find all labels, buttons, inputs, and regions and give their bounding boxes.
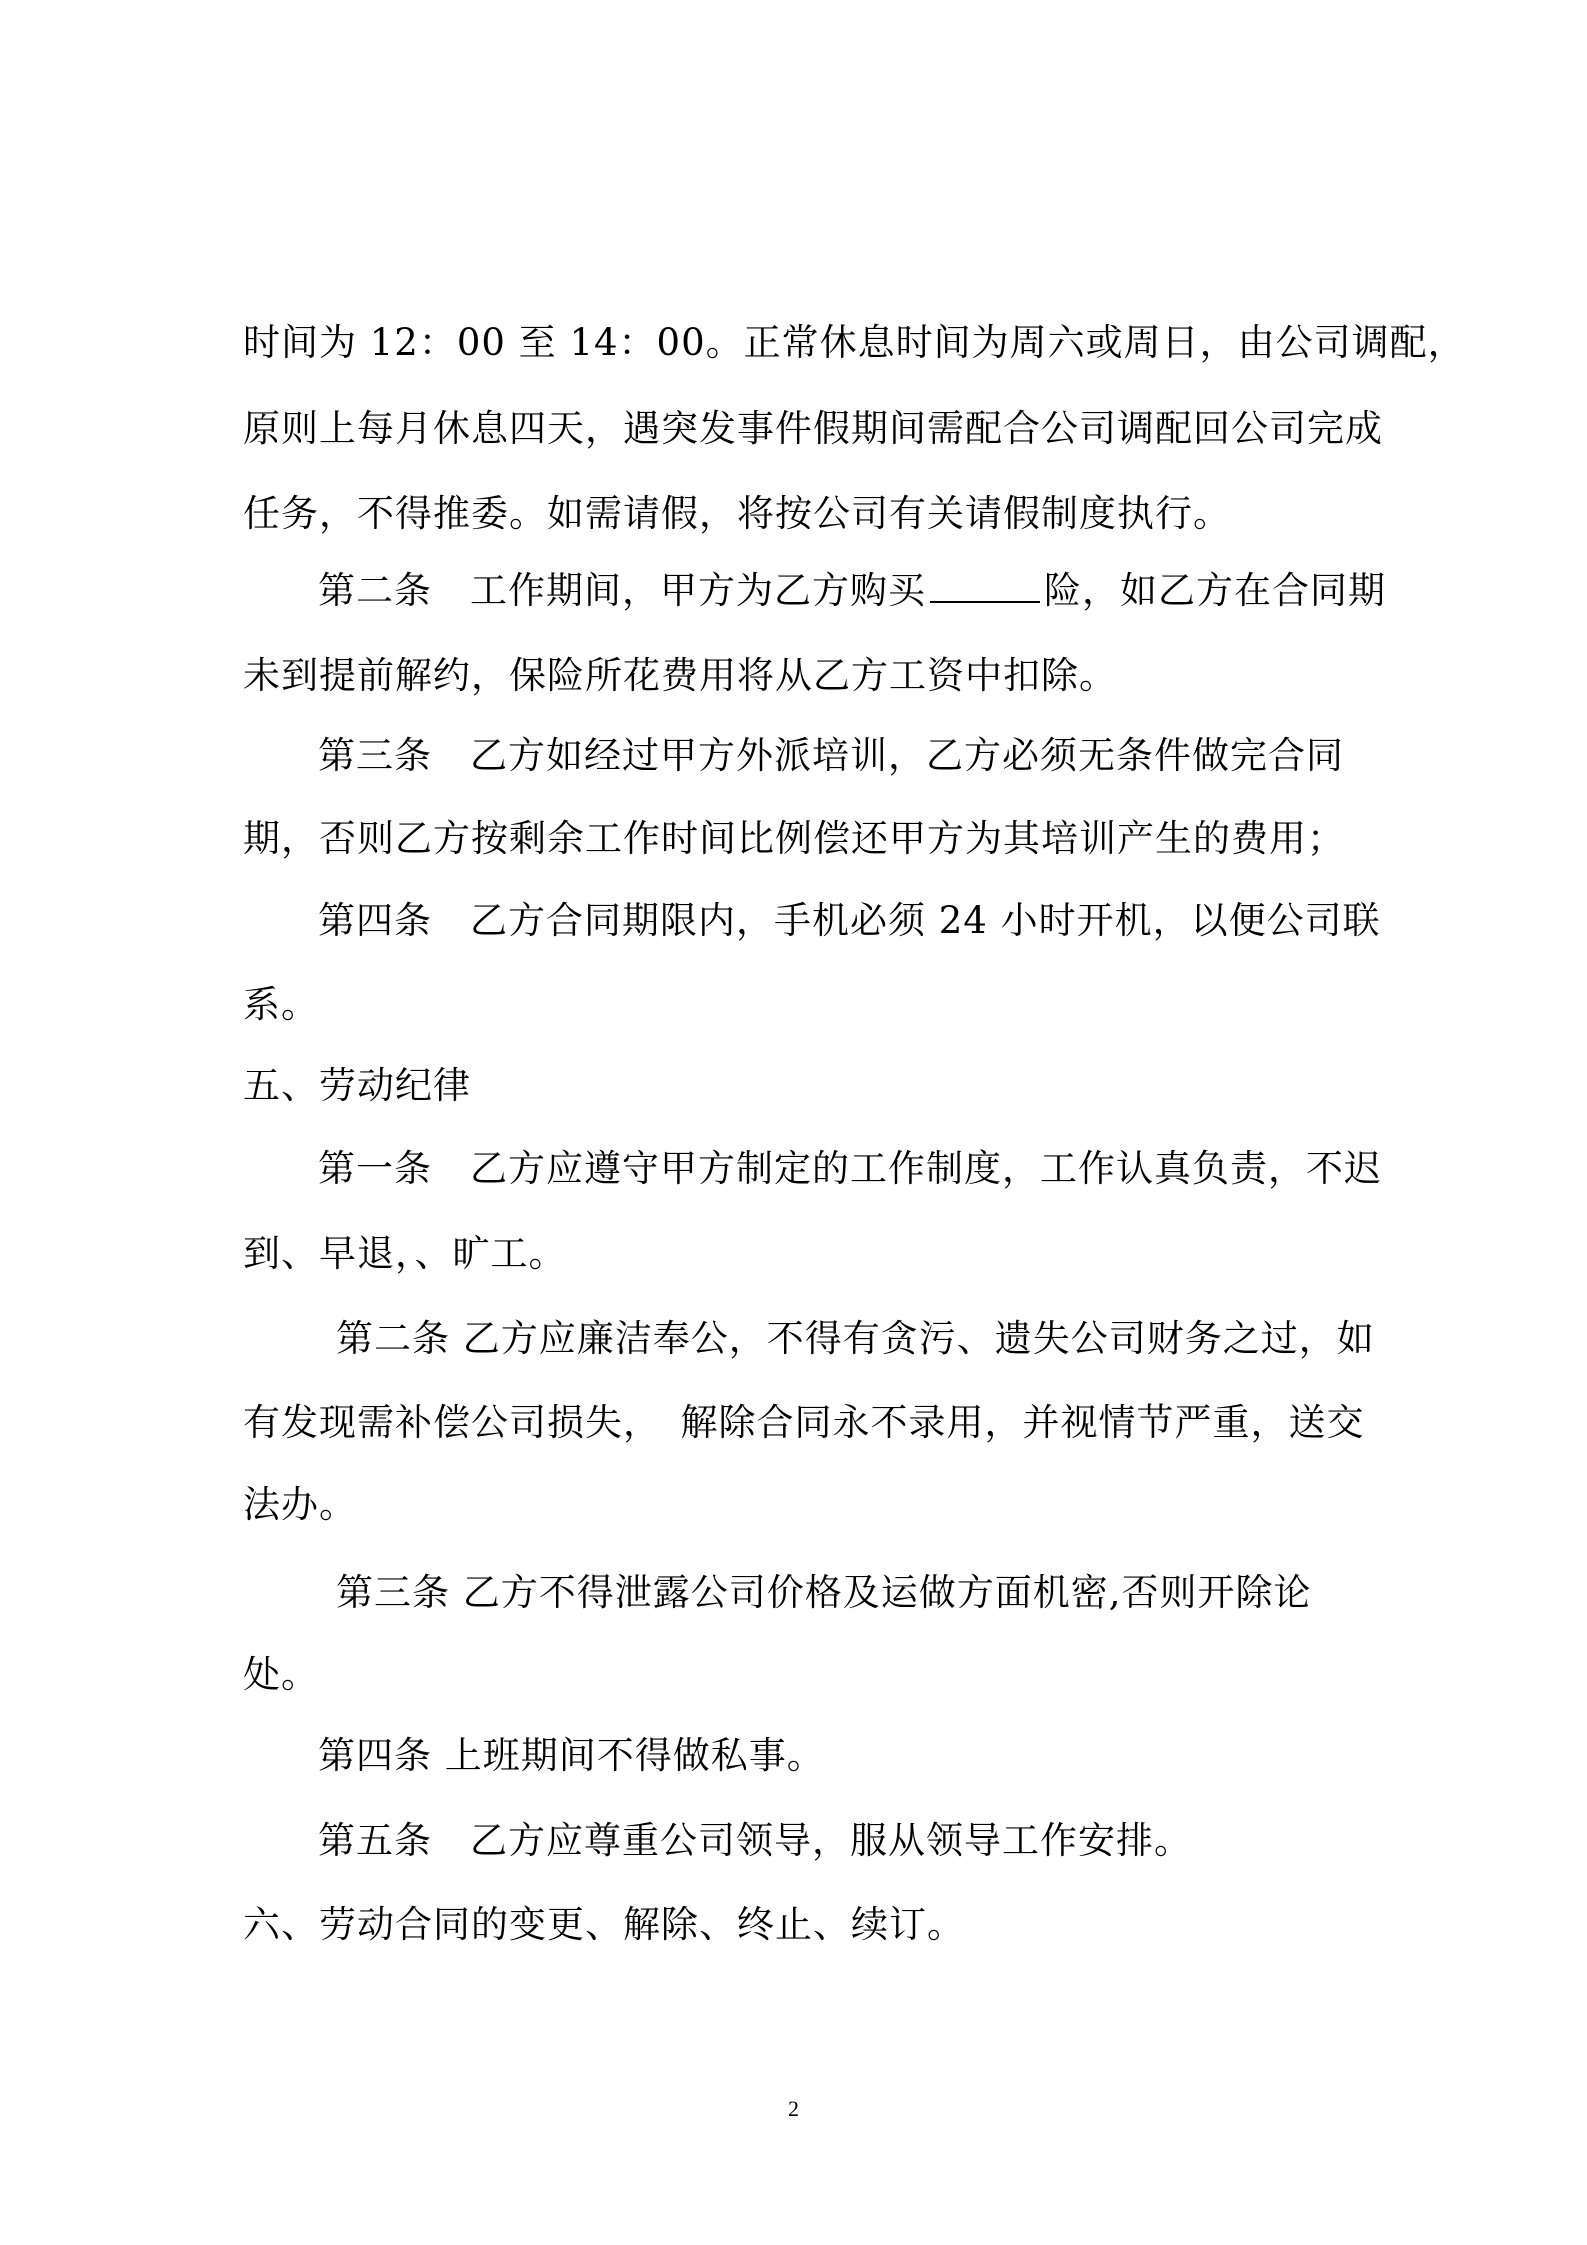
text-line: 未到提前解约，保险所花费用将从乙方工资中扣除。 xyxy=(243,654,1117,697)
clause-line: 第二条 乙方应廉洁奉公，不得有贪污、遗失公司财务之过，如 xyxy=(336,1317,1375,1360)
clause-line: 第三条 乙方不得泄露公司价格及运做方面机密,否则开除论 xyxy=(336,1571,1312,1614)
text-line: 到、早退，、旷工。 xyxy=(243,1232,567,1275)
clause-line: 第四条 上班期间不得做私事。 xyxy=(318,1734,825,1777)
text-line: 有发现需补偿公司损失， 解除合同永不录用，并视情节严重，送交 xyxy=(243,1401,1365,1444)
clause-line: 第四条 乙方合同期限内，手机必须 24 小时开机，以便公司联 xyxy=(318,899,1381,942)
section-heading: 六、劳动合同的变更、解除、终止、续订。 xyxy=(243,1903,965,1946)
clause-text: 险，如乙方在合同期 xyxy=(1044,569,1386,612)
page-number: 2 xyxy=(788,2096,799,2121)
text-line: 期，否则乙方按剩余工作时间比例偿还甲方为其培训产生的费用； xyxy=(243,817,1345,860)
text-line: 原则上每月休息四天，遇突发事件假期间需配合公司调配回公司完成 xyxy=(243,407,1383,450)
text-line: 时间为 12：00 至 14：00。正常休息时间为周六或周日，由公司调配， xyxy=(243,321,1466,364)
text-line: 处。 xyxy=(243,1653,319,1696)
clause-line: 第五条 乙方应尊重公司领导，服从领导工作安排。 xyxy=(318,1819,1192,1862)
clause-line xyxy=(318,568,1386,614)
clause-text: 第二条 工作期间，甲方为乙方购买 xyxy=(318,569,926,612)
insurance-blank xyxy=(930,571,1040,603)
clause-line: 第三条 乙方如经过甲方外派培训，乙方必须无条件做完合同 xyxy=(318,734,1344,777)
section-heading: 五、劳动纪律 xyxy=(243,1064,471,1107)
text-line: 任务，不得推委。如需请假，将按公司有关请假制度执行。 xyxy=(243,492,1231,535)
clause-line: 第一条 乙方应遵守甲方制定的工作制度，工作认真负责，不迟 xyxy=(318,1147,1382,1190)
text-line: 法办。 xyxy=(243,1483,357,1526)
text-line: 系。 xyxy=(243,983,319,1026)
